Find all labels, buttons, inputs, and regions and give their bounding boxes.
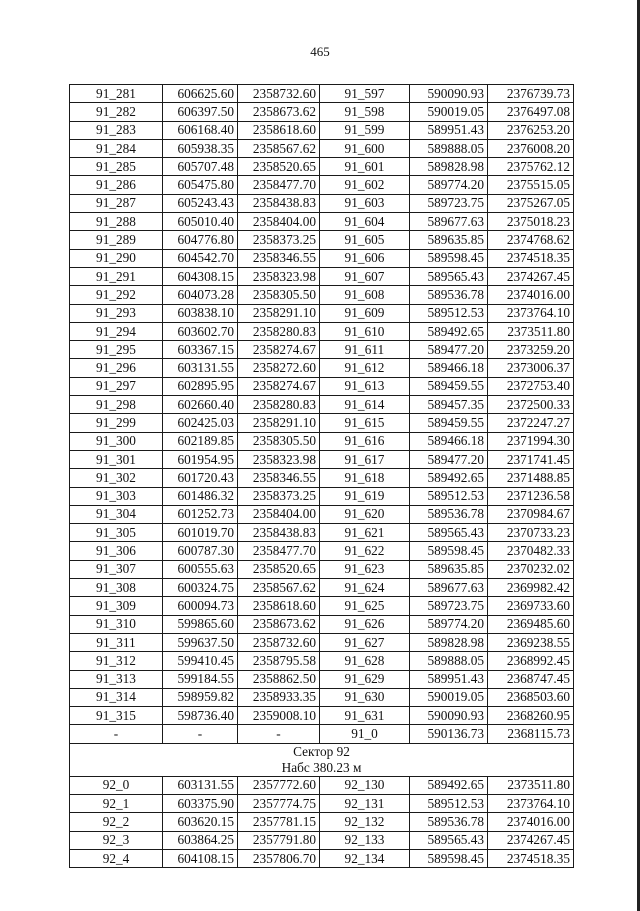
point-id-cell: 91_312 <box>70 652 163 670</box>
point-id-cell: 91_293 <box>70 304 163 322</box>
coordinate-cell: 2358618.60 <box>238 597 320 615</box>
point-id-cell: 91_285 <box>70 158 163 176</box>
table-body-sector <box>70 776 574 867</box>
table-row <box>70 121 574 139</box>
table-row <box>70 213 574 231</box>
coordinate-cell: 2376253.20 <box>488 121 574 139</box>
coordinate-cell: 599637.50 <box>163 633 238 651</box>
point-id-cell: 91_616 <box>320 432 410 450</box>
table-row <box>70 487 574 505</box>
coordinate-cell: 2358373.25 <box>238 487 320 505</box>
coordinate-cell: 590090.93 <box>410 707 488 725</box>
coordinate-cell: 601252.73 <box>163 505 238 523</box>
coordinate-cell: 2375515.05 <box>488 176 574 194</box>
table-row <box>70 377 574 395</box>
coordinate-cell: 2370482.33 <box>488 542 574 560</box>
coordinate-cell: 589459.55 <box>410 377 488 395</box>
coordinate-cell: 2374518.35 <box>488 849 574 867</box>
table-body-main <box>70 85 574 744</box>
coordinate-cell: 589492.65 <box>410 469 488 487</box>
point-id-cell: 91_297 <box>70 377 163 395</box>
table-row <box>70 103 574 121</box>
coordinate-cell: 602660.40 <box>163 396 238 414</box>
coordinate-cell: 2358323.98 <box>238 267 320 285</box>
coordinate-cell: 589512.53 <box>410 487 488 505</box>
point-id-cell: 91_306 <box>70 542 163 560</box>
coordinate-cell: 599410.45 <box>163 652 238 670</box>
point-id-cell: 91_289 <box>70 231 163 249</box>
coordinate-cell: 606625.60 <box>163 85 238 103</box>
point-id-cell: 91_611 <box>320 341 410 359</box>
sector-title: Сектор 92 <box>293 743 350 759</box>
point-id-cell: 92_130 <box>320 776 410 794</box>
coordinate-cell: 2358346.55 <box>238 249 320 267</box>
coordinate-cell: 2374267.45 <box>488 267 574 285</box>
coordinate-cell: 604776.80 <box>163 231 238 249</box>
coordinate-cell: 601019.70 <box>163 524 238 542</box>
coordinate-cell: 589457.35 <box>410 396 488 414</box>
point-id-cell: 91_601 <box>320 158 410 176</box>
coordinate-cell: 589466.18 <box>410 359 488 377</box>
table-row <box>70 414 574 432</box>
coordinate-cell: 2376008.20 <box>488 139 574 157</box>
coordinate-cell: 589477.20 <box>410 450 488 468</box>
point-id-cell: 91_282 <box>70 103 163 121</box>
coordinate-cell: 2371236.58 <box>488 487 574 505</box>
coordinate-cell: 598736.40 <box>163 707 238 725</box>
coordinate-cell: 603367.15 <box>163 341 238 359</box>
point-id-cell: 91_605 <box>320 231 410 249</box>
point-id-cell: 91_290 <box>70 249 163 267</box>
coordinate-cell: 589466.18 <box>410 432 488 450</box>
point-id-cell: 92_1 <box>70 794 163 812</box>
coordinate-cell: 589888.05 <box>410 652 488 670</box>
table-row <box>70 794 574 812</box>
coordinate-cell: 589536.78 <box>410 813 488 831</box>
coordinate-cell: - <box>163 725 238 743</box>
point-id-cell: 91_606 <box>320 249 410 267</box>
coordinate-cell: 2369238.55 <box>488 633 574 651</box>
coordinate-cell: 2375762.12 <box>488 158 574 176</box>
coordinate-cell: 589951.43 <box>410 670 488 688</box>
coordinate-cell: 2357806.70 <box>238 849 320 867</box>
coordinate-cell: 2368115.73 <box>488 725 574 743</box>
coordinate-cell: 2369733.60 <box>488 597 574 615</box>
coordinate-cell: 2358567.62 <box>238 579 320 597</box>
coordinate-cell: 603838.10 <box>163 304 238 322</box>
point-id-cell: 92_2 <box>70 813 163 831</box>
coordinate-cell: 590019.05 <box>410 103 488 121</box>
point-id-cell: 91_291 <box>70 267 163 285</box>
coordinate-cell: 2358618.60 <box>238 121 320 139</box>
point-id-cell: 91_618 <box>320 469 410 487</box>
table-row <box>70 633 574 651</box>
point-id-cell: 91_628 <box>320 652 410 670</box>
table-row <box>70 139 574 157</box>
coordinate-cell: 589492.65 <box>410 322 488 340</box>
coordinate-cell: 589598.45 <box>410 542 488 560</box>
point-id-cell: 91_597 <box>320 85 410 103</box>
coordinate-cell: 589677.63 <box>410 579 488 597</box>
table-row <box>70 776 574 794</box>
table-row <box>70 542 574 560</box>
point-id-cell: 91_304 <box>70 505 163 523</box>
coordinate-cell: 2358520.65 <box>238 158 320 176</box>
point-id-cell: 91_300 <box>70 432 163 450</box>
table-row <box>70 304 574 322</box>
coordinate-cell: 589828.98 <box>410 158 488 176</box>
coordinate-cell: 2376739.73 <box>488 85 574 103</box>
table-row <box>70 249 574 267</box>
point-id-cell: 91_0 <box>320 725 410 743</box>
point-id-cell: 91_314 <box>70 688 163 706</box>
point-id-cell: 91_625 <box>320 597 410 615</box>
point-id-cell: 91_626 <box>320 615 410 633</box>
point-id-cell: 91_610 <box>320 322 410 340</box>
coordinate-cell: 589677.63 <box>410 213 488 231</box>
point-id-cell: 91_296 <box>70 359 163 377</box>
coordinate-cell: 2372500.33 <box>488 396 574 414</box>
coordinate-cell: 2370232.02 <box>488 560 574 578</box>
table-row <box>70 707 574 725</box>
coordinate-cell: 2358520.65 <box>238 560 320 578</box>
table-row <box>70 194 574 212</box>
table-row <box>70 849 574 867</box>
coordinate-cell: 2358404.00 <box>238 213 320 231</box>
coordinate-cell: - <box>238 725 320 743</box>
coordinate-cell: 601486.32 <box>163 487 238 505</box>
coordinate-cell: 605938.35 <box>163 139 238 157</box>
coordinate-cell: 604073.28 <box>163 286 238 304</box>
point-id-cell: 91_623 <box>320 560 410 578</box>
coordinate-cell: 2358933.35 <box>238 688 320 706</box>
point-id-cell: 91_612 <box>320 359 410 377</box>
table-row <box>70 524 574 542</box>
point-id-cell: 92_134 <box>320 849 410 867</box>
table-row <box>70 597 574 615</box>
coordinate-cell: 604308.15 <box>163 267 238 285</box>
coordinate-cell: 606168.40 <box>163 121 238 139</box>
coordinates-table <box>69 84 574 868</box>
table-row <box>70 831 574 849</box>
coordinate-cell: 590090.93 <box>410 85 488 103</box>
point-id-cell: 92_133 <box>320 831 410 849</box>
point-id-cell: 91_619 <box>320 487 410 505</box>
coordinate-cell: 2369982.42 <box>488 579 574 597</box>
coordinate-cell: 2358280.83 <box>238 322 320 340</box>
point-id-cell: 91_284 <box>70 139 163 157</box>
point-id-cell: 91_629 <box>320 670 410 688</box>
coordinate-cell: 2374768.62 <box>488 231 574 249</box>
point-id-cell: 92_131 <box>320 794 410 812</box>
point-id-cell: 91_607 <box>320 267 410 285</box>
table-row <box>70 176 574 194</box>
coordinate-cell: 2358305.50 <box>238 286 320 304</box>
table-row <box>70 813 574 831</box>
point-id-cell: 91_622 <box>320 542 410 560</box>
coordinate-cell: 2368503.60 <box>488 688 574 706</box>
coordinate-cell: 2368260.95 <box>488 707 574 725</box>
coordinate-cell: 603131.55 <box>163 776 238 794</box>
coordinate-cell: 2357791.80 <box>238 831 320 849</box>
point-id-cell: 91_620 <box>320 505 410 523</box>
point-id-cell: 91_307 <box>70 560 163 578</box>
coordinate-cell: 589565.43 <box>410 831 488 849</box>
coordinate-cell: 2372247.27 <box>488 414 574 432</box>
point-id-cell: 91_613 <box>320 377 410 395</box>
point-id-cell: 91_599 <box>320 121 410 139</box>
point-id-cell: 91_621 <box>320 524 410 542</box>
coordinate-cell: 2357774.75 <box>238 794 320 812</box>
coordinate-cell: 2373764.10 <box>488 304 574 322</box>
coordinate-cell: 589635.85 <box>410 231 488 249</box>
coordinate-cell: 2368992.45 <box>488 652 574 670</box>
point-id-cell: 91_302 <box>70 469 163 487</box>
coordinate-cell: 589536.78 <box>410 505 488 523</box>
coordinate-cell: 603602.70 <box>163 322 238 340</box>
coordinate-cell: 605010.40 <box>163 213 238 231</box>
point-id-cell: 92_0 <box>70 776 163 794</box>
table-row <box>70 652 574 670</box>
point-id-cell: 91_301 <box>70 450 163 468</box>
coordinate-cell: 2358274.67 <box>238 377 320 395</box>
coordinate-cell: 603864.25 <box>163 831 238 849</box>
table-row <box>70 505 574 523</box>
point-id-cell: 91_615 <box>320 414 410 432</box>
coordinate-cell: 589635.85 <box>410 560 488 578</box>
coordinate-cell: 2371488.85 <box>488 469 574 487</box>
point-id-cell: - <box>70 725 163 743</box>
coordinate-cell: 2358274.67 <box>238 341 320 359</box>
point-id-cell: 91_310 <box>70 615 163 633</box>
coordinate-cell: 2375267.05 <box>488 194 574 212</box>
coordinate-cell: 603131.55 <box>163 359 238 377</box>
coordinate-cell: 2372753.40 <box>488 377 574 395</box>
coordinate-cell: 602425.03 <box>163 414 238 432</box>
coordinate-cell: 598959.82 <box>163 688 238 706</box>
sector-height-label: Набс 380.23 м <box>281 759 362 775</box>
coordinate-cell: 589512.53 <box>410 304 488 322</box>
point-id-cell: 91_315 <box>70 707 163 725</box>
point-id-cell: 91_287 <box>70 194 163 212</box>
table-row <box>70 267 574 285</box>
coordinate-cell: 599184.55 <box>163 670 238 688</box>
coordinate-cell: 2373511.80 <box>488 776 574 794</box>
coordinate-cell: 605475.80 <box>163 176 238 194</box>
coordinate-cell: 2358291.10 <box>238 414 320 432</box>
coordinate-cell: 2358346.55 <box>238 469 320 487</box>
coordinate-cell: 2358373.25 <box>238 231 320 249</box>
sector-header <box>70 743 574 776</box>
coordinate-cell: 589565.43 <box>410 267 488 285</box>
coordinate-cell: 601720.43 <box>163 469 238 487</box>
coordinate-cell: 2358673.62 <box>238 103 320 121</box>
coordinate-cell: 589477.20 <box>410 341 488 359</box>
coordinate-cell: 2358732.60 <box>238 85 320 103</box>
coordinate-cell: 2358673.62 <box>238 615 320 633</box>
point-id-cell: 91_624 <box>320 579 410 597</box>
point-id-cell: 91_283 <box>70 121 163 139</box>
point-id-cell: 91_609 <box>320 304 410 322</box>
coordinate-cell: 2357772.60 <box>238 776 320 794</box>
coordinate-cell: 2358567.62 <box>238 139 320 157</box>
coordinate-cell: 601954.95 <box>163 450 238 468</box>
coordinate-cell: 2358862.50 <box>238 670 320 688</box>
coordinate-cell: 589598.45 <box>410 849 488 867</box>
coordinate-cell: 605243.43 <box>163 194 238 212</box>
coordinate-cell: 2358732.60 <box>238 633 320 651</box>
coordinate-cell: 2358477.70 <box>238 176 320 194</box>
coordinate-cell: 589723.75 <box>410 194 488 212</box>
point-id-cell: 91_627 <box>320 633 410 651</box>
point-id-cell: 91_603 <box>320 194 410 212</box>
coordinate-cell: 590019.05 <box>410 688 488 706</box>
coordinate-cell: 589828.98 <box>410 633 488 651</box>
coordinate-cell: 599865.60 <box>163 615 238 633</box>
coordinate-cell: 2373511.80 <box>488 322 574 340</box>
coordinate-cell: 600094.73 <box>163 597 238 615</box>
coordinate-cell: 2358323.98 <box>238 450 320 468</box>
coordinate-cell: 600324.75 <box>163 579 238 597</box>
coordinate-cell: 2358280.83 <box>238 396 320 414</box>
table-row <box>70 560 574 578</box>
table-row <box>70 432 574 450</box>
coordinate-cell: 2371994.30 <box>488 432 574 450</box>
coordinate-cell: 589598.45 <box>410 249 488 267</box>
coordinate-cell: 589951.43 <box>410 121 488 139</box>
coordinate-cell: 2358438.83 <box>238 524 320 542</box>
coordinate-cell: 602189.85 <box>163 432 238 450</box>
coordinate-cell: 2358291.10 <box>238 304 320 322</box>
page-number: 465 <box>310 44 330 59</box>
point-id-cell: 91_303 <box>70 487 163 505</box>
coordinate-cell: 2373764.10 <box>488 794 574 812</box>
point-id-cell: 91_608 <box>320 286 410 304</box>
coordinate-cell: 2358438.83 <box>238 194 320 212</box>
coordinate-cell: 2370733.23 <box>488 524 574 542</box>
coordinate-cell: 2358305.50 <box>238 432 320 450</box>
coordinate-cell: 603620.15 <box>163 813 238 831</box>
coordinate-cell: 589565.43 <box>410 524 488 542</box>
point-id-cell: 91_604 <box>320 213 410 231</box>
point-id-cell: 92_3 <box>70 831 163 849</box>
coordinate-cell: 2374267.45 <box>488 831 574 849</box>
coordinate-cell: 2374518.35 <box>488 249 574 267</box>
table-row <box>70 725 574 743</box>
coordinate-cell: 589774.20 <box>410 615 488 633</box>
point-id-cell: 91_631 <box>320 707 410 725</box>
coordinate-cell: 2358272.60 <box>238 359 320 377</box>
table-row <box>70 688 574 706</box>
coordinate-cell: 600787.30 <box>163 542 238 560</box>
coordinate-cell: 589459.55 <box>410 414 488 432</box>
coordinate-cell: 603375.90 <box>163 794 238 812</box>
point-id-cell: 91_286 <box>70 176 163 194</box>
point-id-cell: 92_132 <box>320 813 410 831</box>
coordinate-cell: 600555.63 <box>163 560 238 578</box>
point-id-cell: 91_630 <box>320 688 410 706</box>
table-row <box>70 286 574 304</box>
point-id-cell: 91_298 <box>70 396 163 414</box>
coordinate-cell: 589723.75 <box>410 597 488 615</box>
table-row <box>70 359 574 377</box>
coordinate-cell: 2374016.00 <box>488 813 574 831</box>
coordinate-cell: 602895.95 <box>163 377 238 395</box>
coordinate-cell: 2358477.70 <box>238 542 320 560</box>
coordinate-cell: 589492.65 <box>410 776 488 794</box>
table-row <box>70 469 574 487</box>
table-row <box>70 341 574 359</box>
point-id-cell: 91_617 <box>320 450 410 468</box>
coordinate-cell: 589888.05 <box>410 139 488 157</box>
coordinate-cell: 2358404.00 <box>238 505 320 523</box>
coordinate-cell: 589536.78 <box>410 286 488 304</box>
table-row <box>70 85 574 103</box>
point-id-cell: 91_294 <box>70 322 163 340</box>
table-row <box>70 670 574 688</box>
coordinate-cell: 604542.70 <box>163 249 238 267</box>
point-id-cell: 91_313 <box>70 670 163 688</box>
point-id-cell: 91_299 <box>70 414 163 432</box>
table-row <box>70 396 574 414</box>
point-id-cell: 91_281 <box>70 85 163 103</box>
table-row <box>70 450 574 468</box>
table-row <box>70 158 574 176</box>
coordinate-cell: 2368747.45 <box>488 670 574 688</box>
coordinate-cell: 2369485.60 <box>488 615 574 633</box>
table-row <box>70 579 574 597</box>
point-id-cell: 91_598 <box>320 103 410 121</box>
coordinate-cell: 589512.53 <box>410 794 488 812</box>
point-id-cell: 91_308 <box>70 579 163 597</box>
point-id-cell: 91_292 <box>70 286 163 304</box>
coordinate-cell: 589774.20 <box>410 176 488 194</box>
point-id-cell: 91_311 <box>70 633 163 651</box>
point-id-cell: 91_288 <box>70 213 163 231</box>
point-id-cell: 91_614 <box>320 396 410 414</box>
point-id-cell: 92_4 <box>70 849 163 867</box>
coordinate-cell: 2357781.15 <box>238 813 320 831</box>
coordinate-cell: 2359008.10 <box>238 707 320 725</box>
coordinate-cell: 2376497.08 <box>488 103 574 121</box>
coordinate-cell: 2375018.23 <box>488 213 574 231</box>
coordinate-cell: 2358795.58 <box>238 652 320 670</box>
point-id-cell: 91_602 <box>320 176 410 194</box>
table-row <box>70 322 574 340</box>
coordinate-cell: 2374016.00 <box>488 286 574 304</box>
coordinate-cell: 590136.73 <box>410 725 488 743</box>
point-id-cell: 91_305 <box>70 524 163 542</box>
coordinate-cell: 604108.15 <box>163 849 238 867</box>
table-row <box>70 615 574 633</box>
point-id-cell: 91_309 <box>70 597 163 615</box>
coordinate-cell: 606397.50 <box>163 103 238 121</box>
coordinate-cell: 605707.48 <box>163 158 238 176</box>
coordinate-cell: 2373259.20 <box>488 341 574 359</box>
coordinate-cell: 2370984.67 <box>488 505 574 523</box>
coordinate-cell: 2373006.37 <box>488 359 574 377</box>
point-id-cell: 91_295 <box>70 341 163 359</box>
point-id-cell: 91_600 <box>320 139 410 157</box>
coordinate-cell: 2371741.45 <box>488 450 574 468</box>
table-row <box>70 231 574 249</box>
